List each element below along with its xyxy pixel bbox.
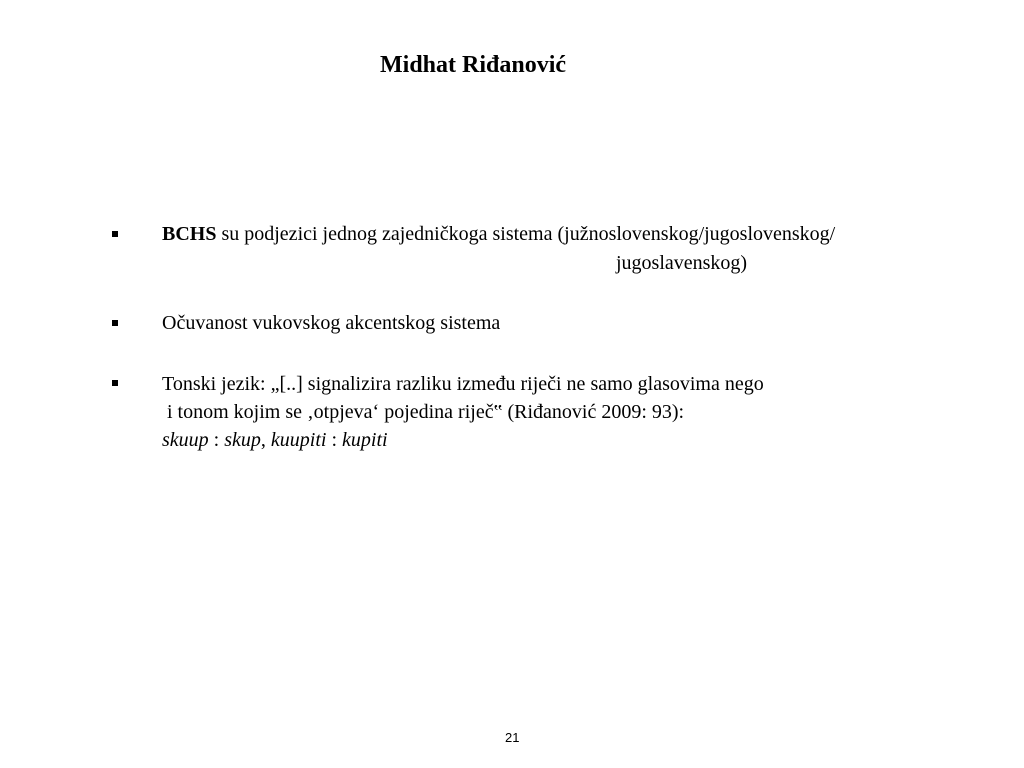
bullet-marker-2 xyxy=(112,320,118,326)
bullet-3-examples xyxy=(162,428,388,452)
bullet-2-line-1: Očuvanost vukovskog akcentskog sistema xyxy=(162,312,501,334)
example-word-skuup: skuup xyxy=(162,429,209,451)
bullet-3-line-1: Tonski jezik: „[..] signalizira razliku između riječi ne samo glasovima nego xyxy=(162,373,764,395)
bullet-marker-1 xyxy=(112,231,118,237)
bullet-marker-3 xyxy=(112,380,118,386)
bullet-1-line-2: jugoslavenskog) xyxy=(616,252,748,274)
example-separator: : xyxy=(326,429,343,451)
slide-title: Midhat Riđanović xyxy=(380,52,567,78)
example-separator: , xyxy=(260,429,271,451)
bullet-1-term: BCHS xyxy=(162,223,217,245)
bullet-1-line-1 xyxy=(162,222,835,246)
bullet-3-line-2: i tonom kojim se ‚otpjeva‘ pojedina riječ‟ (Riđanović 2009: 93): xyxy=(162,401,685,423)
example-word-kupiti: kupiti xyxy=(342,429,388,451)
example-word-skup: skup xyxy=(224,429,261,451)
bullet-1-text: su podjezici jednog zajedničkoga sistema (južnoslovenskog/jugoslovenskog/ xyxy=(216,223,836,245)
example-word-kuupiti: kuupiti xyxy=(270,429,327,451)
page-number: 21 xyxy=(505,730,520,745)
example-separator: : xyxy=(208,429,225,451)
